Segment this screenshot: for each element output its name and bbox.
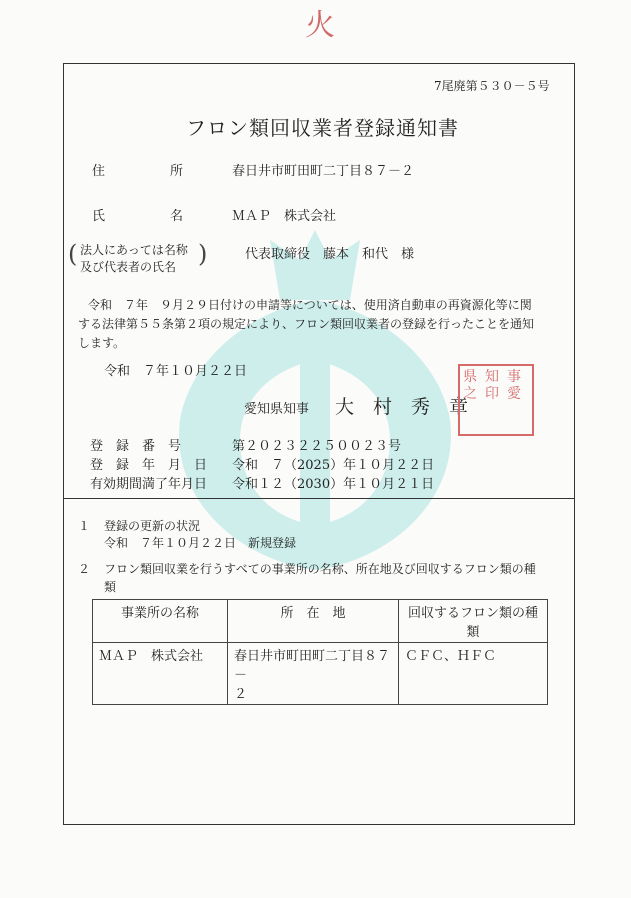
section2-heading-2: 類 bbox=[104, 580, 117, 594]
cell-location-line-2: ２ bbox=[234, 687, 248, 702]
table-header-row bbox=[93, 600, 548, 643]
open-bracket: ( bbox=[68, 240, 78, 268]
address-value: 春日井市町田町二丁目８７－２ bbox=[232, 164, 415, 179]
close-bracket: ) bbox=[198, 240, 208, 268]
section1-detail: 令和 ７年１０月２２日 新規登録 bbox=[104, 536, 297, 550]
facility-table bbox=[92, 599, 548, 705]
section-divider bbox=[63, 498, 575, 499]
registration-date-label: 登 録 年 月 日 bbox=[90, 458, 208, 473]
issue-date: 令和 ７年１０月２２日 bbox=[104, 364, 248, 379]
registration-date-value: 令和 ７（2025）年１０月２２日 bbox=[232, 458, 435, 473]
table-row bbox=[93, 643, 548, 705]
cell-refrigerant-types: ＣＦＣ、ＨＦＣ bbox=[399, 643, 548, 705]
cell-facility-location bbox=[228, 643, 399, 705]
section1-heading: 登録の更新の状況 bbox=[104, 519, 201, 533]
cell-facility-name: ＭＡＰ 株式会社 bbox=[93, 643, 228, 705]
issuer-title: 愛知県知事 bbox=[244, 402, 310, 417]
official-seal: 県之知印事愛 bbox=[458, 364, 534, 436]
section1-number: １ bbox=[78, 519, 91, 533]
registration-number-value: 第２０２３２２５００２３号 bbox=[232, 439, 402, 454]
column-header-location: 所 在 地 bbox=[228, 600, 399, 643]
column-header-name: 事業所の名称 bbox=[93, 600, 228, 643]
representative-value: 代表取締役 藤本 和代 様 bbox=[245, 247, 415, 262]
body-line-2: する法律第５５条第２項の規定により、フロン類回収業者の登録を行ったことを通知 bbox=[78, 317, 535, 331]
body-line-3: します。 bbox=[78, 336, 126, 350]
section2-number: ２ bbox=[78, 562, 91, 576]
name-label: 氏 名 bbox=[92, 209, 184, 224]
representative-label-1: 法人にあっては名称 bbox=[80, 243, 188, 257]
document-title: フロン類回収業者登録通知書 bbox=[186, 116, 459, 140]
section2-heading-1: フロン類回収業を行うすべての事業所の名称、所在地及び回収するフロン類の種 bbox=[104, 562, 536, 576]
column-header-types: 回収するフロン類の種類 bbox=[399, 600, 548, 643]
cell-location-line-1: 春日井市町田町二丁目８７－ bbox=[234, 649, 391, 683]
address-label: 住 所 bbox=[92, 164, 184, 179]
expiry-date-label: 有効期間満了年月日 bbox=[90, 477, 208, 492]
top-stamp: 火 bbox=[305, 8, 335, 43]
body-line-1: 令和 ７年 ９月２９日付けの申請等については、使用済自動車の再資源化等に関 bbox=[88, 298, 532, 312]
issuer-name: 大 村 秀 章 bbox=[335, 396, 469, 418]
registration-number-label: 登 録 番 号 bbox=[90, 439, 182, 454]
representative-label-2: 及び代表者の氏名 bbox=[80, 260, 177, 274]
name-value: ＭＡＰ 株式会社 bbox=[232, 209, 337, 224]
expiry-date-value: 令和１２（2030）年１０月２１日 bbox=[232, 477, 435, 492]
document-number: 7尾廃第５３０－５号 bbox=[434, 79, 550, 93]
